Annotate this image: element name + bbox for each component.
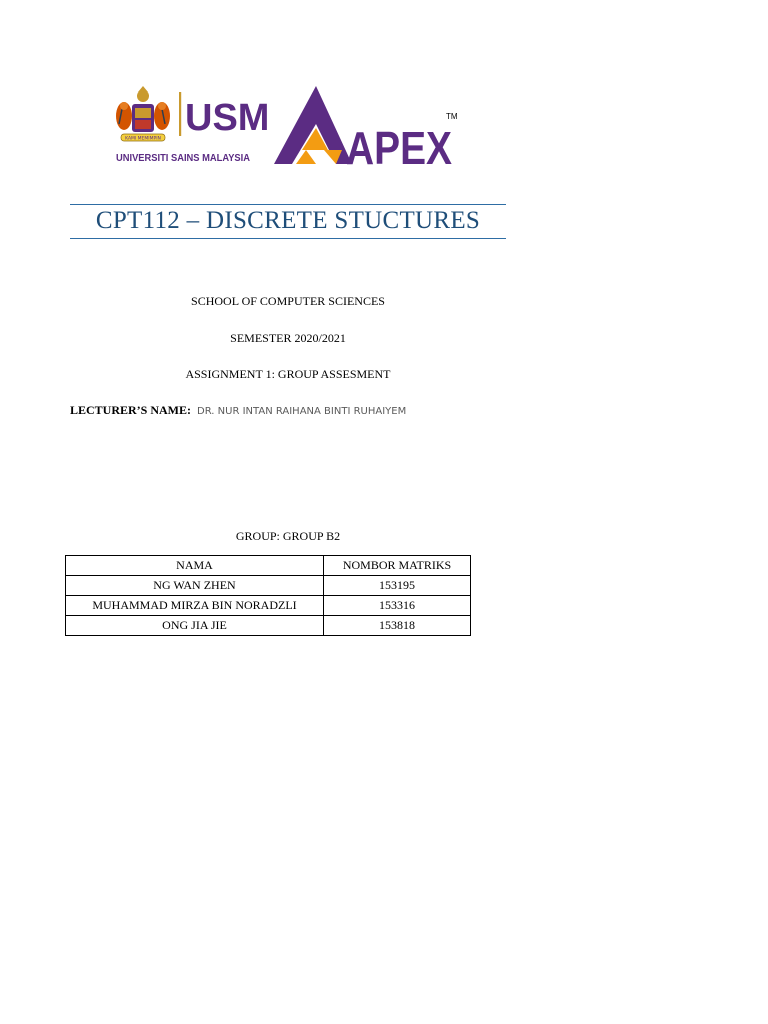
apex-logo bbox=[272, 84, 462, 174]
member-matric: 153316 bbox=[324, 596, 471, 616]
title-rule-bottom bbox=[70, 238, 506, 239]
table-row bbox=[66, 596, 471, 616]
school-name: SCHOOL OF COMPUTER SCIENCES bbox=[191, 294, 385, 308]
usm-caption: UNIVERSITI SAINS MALAYSIA bbox=[116, 153, 251, 164]
group-name: GROUP: GROUP B2 bbox=[235, 529, 341, 543]
usm-logo bbox=[115, 84, 270, 166]
lecturer-row bbox=[70, 403, 406, 418]
apex-wordmark: APEX bbox=[346, 122, 453, 174]
table-header-row bbox=[66, 556, 471, 576]
member-name: NG WAN ZHEN bbox=[66, 576, 324, 596]
usm-monogram: USM bbox=[185, 97, 270, 139]
member-name: ONG JIA JIE bbox=[66, 616, 324, 636]
table-row bbox=[66, 576, 471, 596]
member-name: MUHAMMAD MIRZA BIN NORADZLI bbox=[66, 596, 324, 616]
apex-trademark: TM bbox=[446, 112, 458, 121]
column-header-name: NAMA bbox=[66, 556, 324, 576]
lecturer-name: DR. NUR INTAN RAIHANA BINTI RUHAIYEM bbox=[197, 406, 407, 417]
semester: SEMESTER 2020/2021 bbox=[230, 331, 346, 345]
apex-logo-mark-icon bbox=[274, 86, 352, 164]
page-title: CPT112 – DISCRETE STUCTURES bbox=[95, 207, 481, 234]
member-matric: 153195 bbox=[324, 576, 471, 596]
table-row bbox=[66, 616, 471, 636]
members-table bbox=[65, 555, 471, 636]
assignment-title: ASSIGNMENT 1: GROUP ASSESMENT bbox=[185, 367, 391, 381]
lecturer-label: LECTURER’S NAME: bbox=[70, 403, 192, 417]
usm-crest-motto: KAMI MEMIMPIN bbox=[125, 136, 161, 142]
member-matric: 153818 bbox=[324, 616, 471, 636]
column-header-matric: NOMBOR MATRIKS bbox=[324, 556, 471, 576]
usm-crest-icon bbox=[116, 86, 170, 142]
